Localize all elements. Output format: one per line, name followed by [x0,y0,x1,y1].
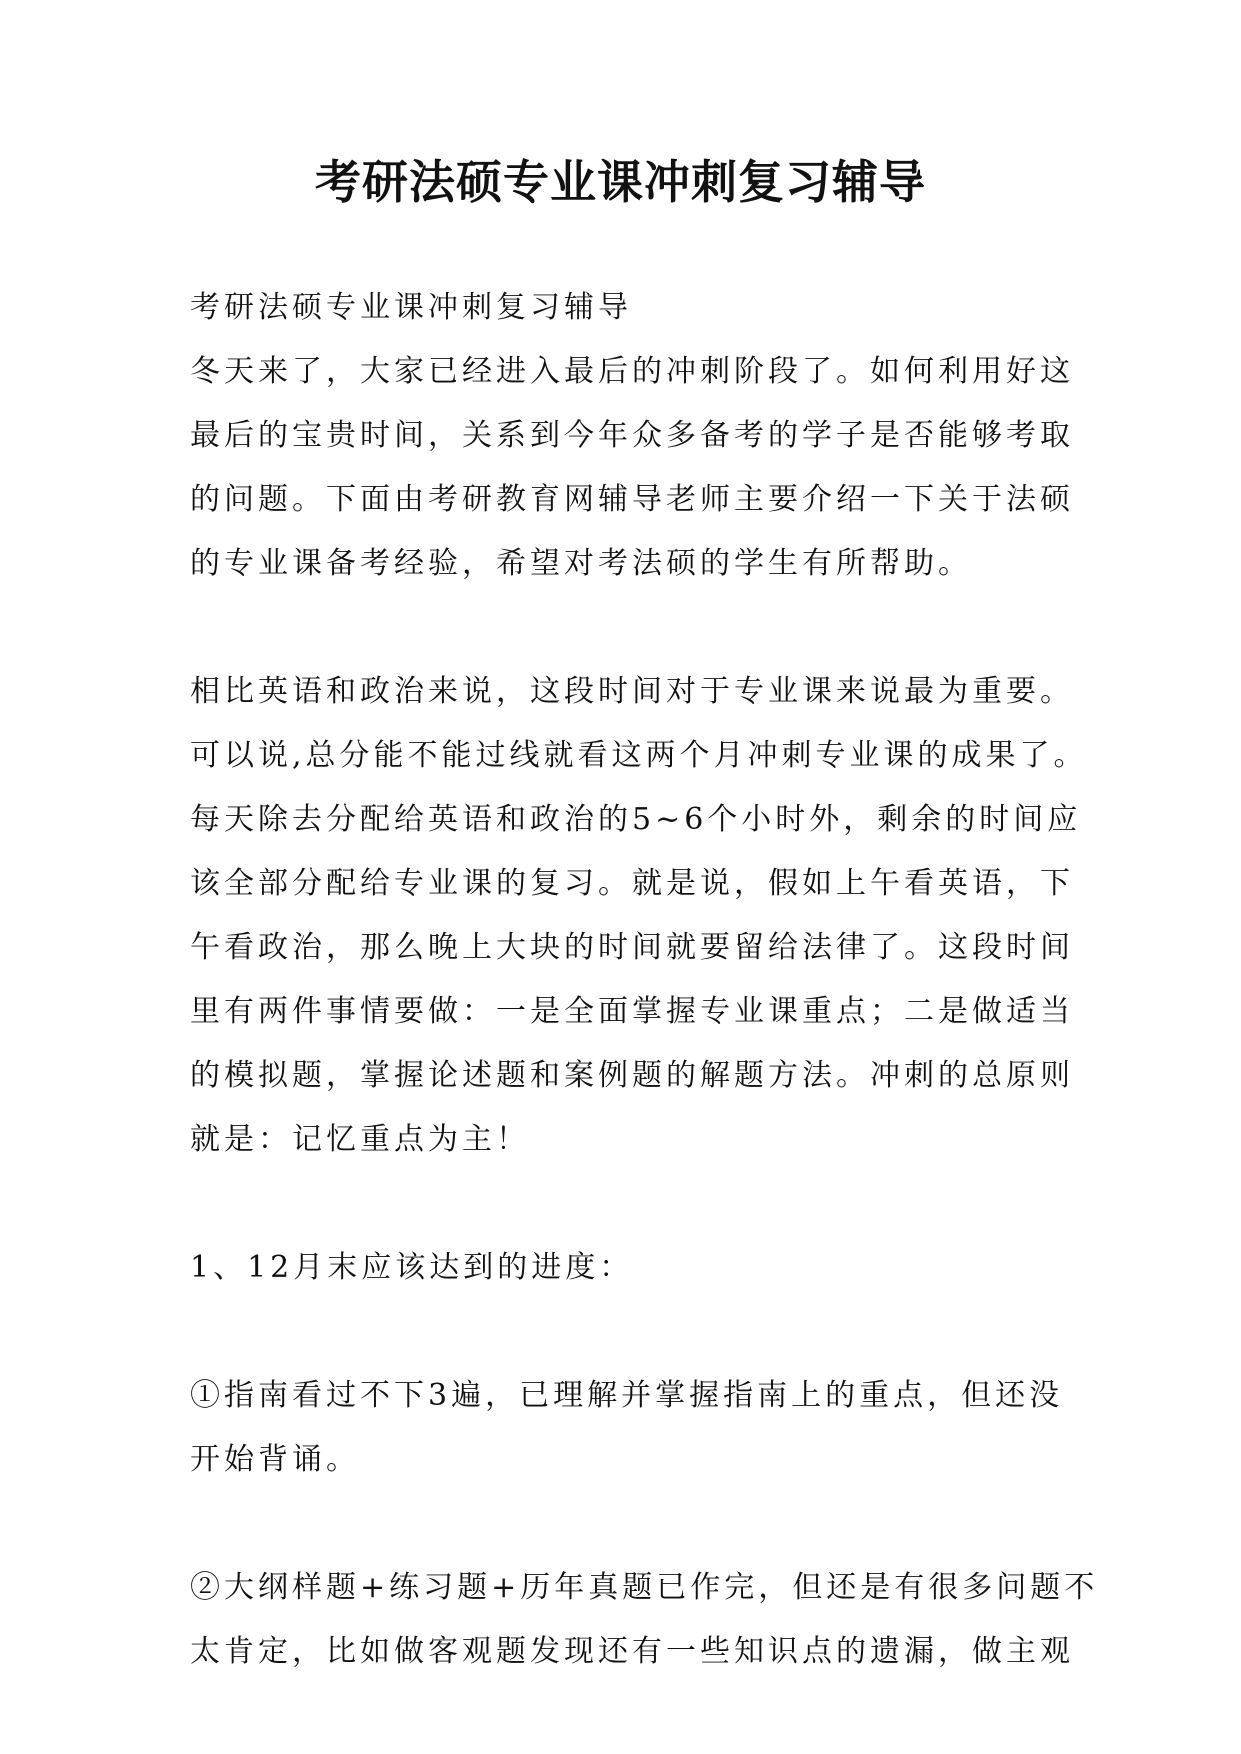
paragraph-gap [190,596,1070,660]
body-line: 的问题。下面由考研教育网辅导老师主要介绍一下关于法硕 [190,482,1074,517]
body-line: 太肯定，比如做客观题发现还有一些知识点的遗漏，做主观 [190,1634,1074,1669]
paragraph-gap [190,1300,1070,1364]
body-line: 冬天来了，大家已经进入最后的冲刺阶段了。如何利用好这 [190,354,1074,389]
body-line: 考研法硕专业课冲刺复习辅导 [190,290,632,325]
body-line: 午看政治，那么晚上大块的时间就要留给法律了。这段时间 [190,930,1074,965]
body-line: 的模拟题，掌握论述题和案例题的解题方法。冲刺的总原则 [190,1058,1074,1093]
body-line: 最后的宝贵时间，关系到今年众多备考的学子是否能够考取 [190,418,1074,453]
body-line: 该全部分配给专业课的复习。就是说，假如上午看英语，下 [190,866,1074,901]
body-line: 可以说,总分能不能过线就看这两个月冲刺专业课的成果了。 [190,738,1088,773]
body-line: ②大纲样题+练习题+历年真题已作完，但还是有很多问题不 [190,1570,1099,1605]
document-title: 考研法硕专业课冲刺复习辅导 [315,155,926,209]
body-line: ①指南看过不下3遍，已理解并掌握指南上的重点，但还没 [190,1378,1064,1413]
body-line: 的专业课备考经验，希望对考法硕的学生有所帮助。 [190,546,972,581]
body-line: 里有两件事情要做：一是全面掌握专业课重点；二是做适当 [190,994,1074,1029]
paragraph-gap [190,1172,1070,1236]
body-line: 就是：记忆重点为主！ [190,1122,530,1157]
body-line: 开始背诵。 [190,1442,360,1477]
paragraph-gap [190,1492,1070,1556]
body-line: 每天除去分配给英语和政治的5~6个小时外，剩余的时间应 [190,802,1082,837]
document-body [190,276,1099,1684]
body-line: 相比英语和政治来说，这段时间对于专业课来说最为重要。 [190,674,1074,709]
body-line: 1、12月末应该达到的进度： [190,1250,634,1285]
